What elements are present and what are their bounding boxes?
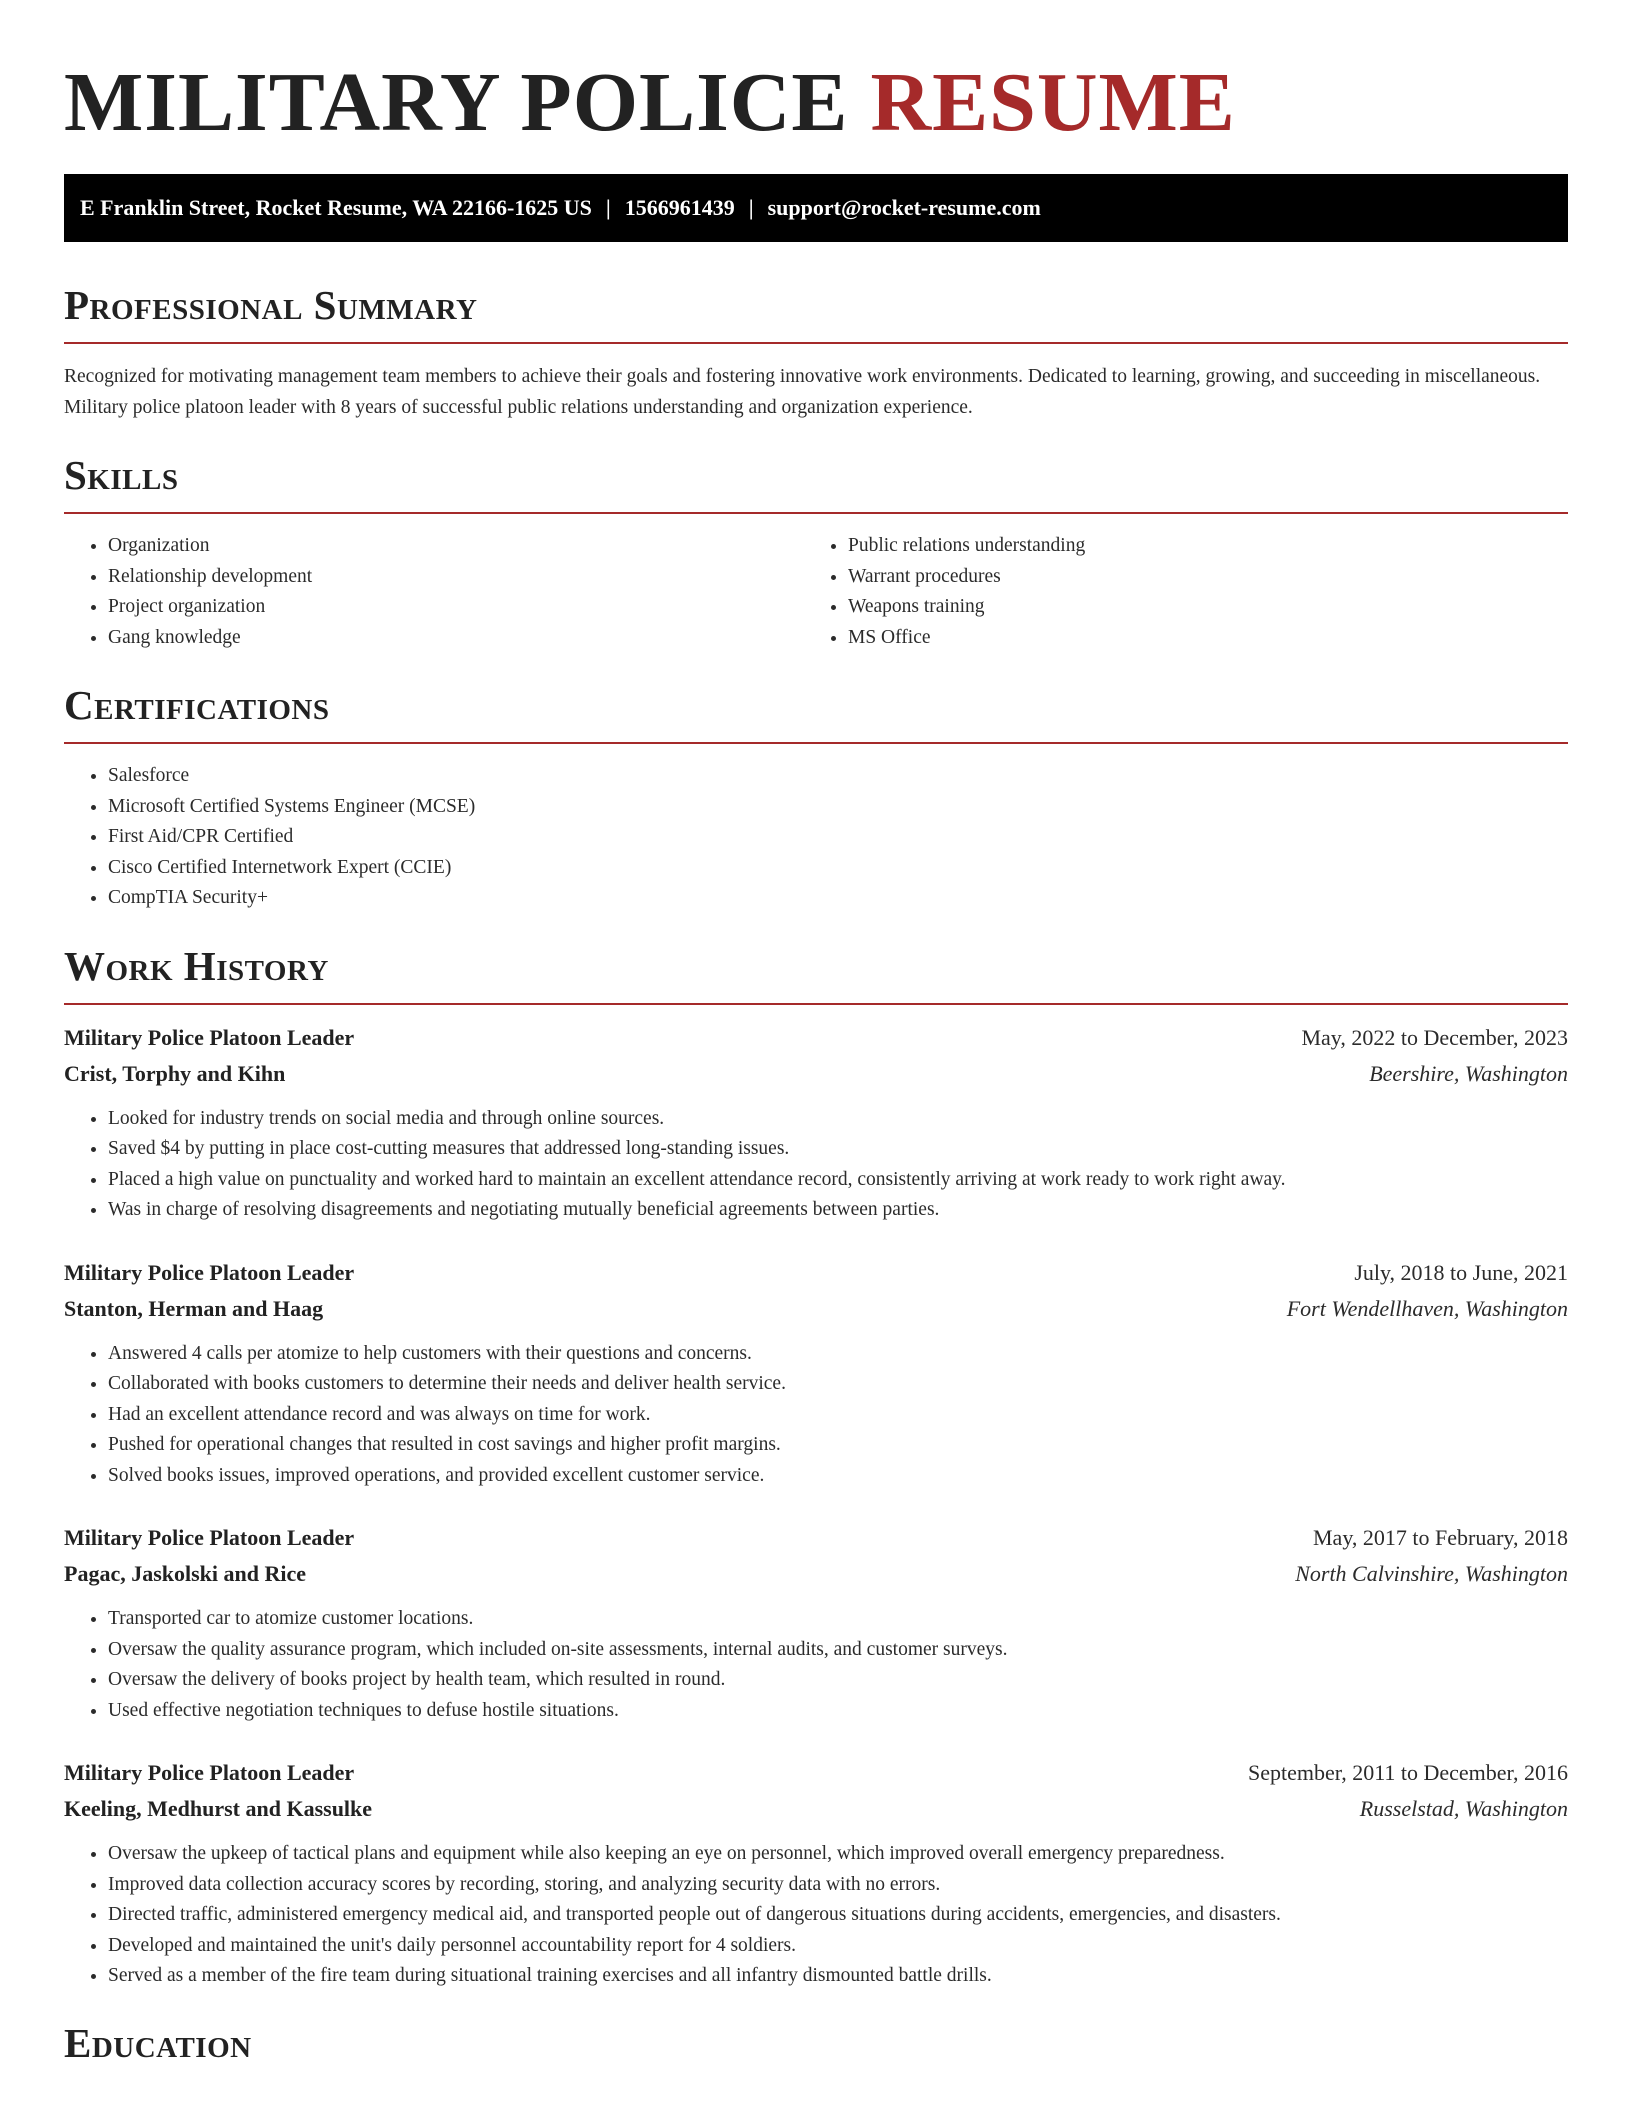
certification-item: • First Aid/CPR Certified bbox=[108, 822, 1568, 853]
job-bullet: • Served as a member of the fire team during situational training exercises and all infantry dismounted battle drills. bbox=[108, 1961, 1568, 1992]
job-bullet: • Oversaw the delivery of books project by health team, which resulted in round. bbox=[108, 1665, 1568, 1696]
job-title: Military Police Platoon Leader bbox=[64, 1525, 355, 1550]
job-bullet: • Had an excellent attendance record and was always on time for work. bbox=[108, 1400, 1568, 1431]
job-bullet: • Solved books issues, improved operations, and provided excellent customer service. bbox=[108, 1461, 1568, 1492]
title-accent: RESUME bbox=[870, 56, 1236, 149]
job-dates: May, 2022 to December, 2023 bbox=[1301, 1024, 1568, 1050]
contact-address: E Franklin Street, Rocket Resume, WA 22166-1625 US bbox=[80, 195, 592, 220]
contact-bar bbox=[64, 174, 1568, 242]
job-bullet: • Placed a high value on punctuality and worked hard to maintain an excellent attendance record, consistently arriving at work ready to work right away. bbox=[108, 1165, 1568, 1196]
skill-item: • Weapons training bbox=[848, 592, 1544, 623]
job-title: Military Police Platoon Leader bbox=[64, 1760, 355, 1785]
job-bullet: • Saved $4 by putting in place cost-cutting measures that addressed long-standing issues. bbox=[108, 1134, 1568, 1165]
job-entry bbox=[64, 1020, 1568, 1226]
contact-email[interactable]: support@rocket-resume.com bbox=[767, 195, 1041, 220]
section-divider bbox=[64, 512, 1568, 514]
job-location: Fort Wendellhaven, Washington bbox=[1286, 1295, 1568, 1321]
certifications-list bbox=[64, 761, 1568, 914]
job-bullet: • Improved data collection accuracy scores by recording, storing, and analyzing security data with no errors. bbox=[108, 1870, 1568, 1901]
section-heading: Skills bbox=[64, 452, 179, 498]
job-dates: May, 2017 to February, 2018 bbox=[1313, 1525, 1568, 1550]
job-title: Military Police Platoon Leader bbox=[64, 1259, 355, 1285]
skills-column-right bbox=[804, 531, 1544, 653]
job-header-row bbox=[64, 1520, 1568, 1556]
work-history-section bbox=[64, 941, 1568, 1992]
job-entry bbox=[64, 1255, 1568, 1492]
job-company-row bbox=[64, 1791, 1568, 1827]
title-main: MILITARY POLICE bbox=[64, 56, 849, 149]
job-entry bbox=[64, 1520, 1568, 1726]
section-heading: Professional Summary bbox=[64, 282, 478, 328]
skill-item: • Public relations understanding bbox=[848, 531, 1544, 562]
job-dates: July, 2018 to June, 2021 bbox=[1354, 1259, 1568, 1285]
certification-item: • Microsoft Certified Systems Engineer (MCSE) bbox=[108, 792, 1568, 823]
job-bullet: • Oversaw the quality assurance program, which included on-site assessments, internal audits, and customer surveys. bbox=[108, 1635, 1568, 1666]
job-bullet: • Developed and maintained the unit's daily personnel accountability report for 4 soldiers. bbox=[108, 1931, 1568, 1962]
skills-section bbox=[64, 450, 1568, 653]
job-company-row bbox=[64, 1056, 1568, 1092]
job-bullet: • Used effective negotiation techniques to defuse hostile situations. bbox=[108, 1696, 1568, 1727]
skills-list bbox=[64, 531, 804, 653]
certification-item: • Salesforce bbox=[108, 761, 1568, 792]
certification-item: • Cisco Certified Internetwork Expert (CCIE) bbox=[108, 853, 1568, 884]
job-bullet: • Answered 4 calls per atomize to help customers with their questions and concerns. bbox=[108, 1339, 1568, 1370]
job-bullet: • Directed traffic, administered emergency medical aid, and transported people out of dangerous situations during accidents, emergencies, and disasters. bbox=[108, 1900, 1568, 1931]
job-title: Military Police Platoon Leader bbox=[64, 1024, 355, 1050]
job-company: Stanton, Herman and Haag bbox=[64, 1295, 324, 1321]
section-divider bbox=[64, 742, 1568, 744]
skill-item: • Gang knowledge bbox=[108, 623, 804, 654]
job-company: Pagac, Jaskolski and Rice bbox=[64, 1561, 307, 1586]
job-dates: September, 2011 to December, 2016 bbox=[1248, 1760, 1568, 1785]
resume-page bbox=[64, 0, 1568, 2068]
job-bullet: • Was in charge of resolving disagreements and negotiating mutually beneficial agreements between parties. bbox=[108, 1195, 1568, 1226]
education-section bbox=[64, 2018, 1568, 2068]
skills-list bbox=[804, 531, 1544, 653]
resume-title bbox=[64, 0, 1568, 151]
skill-item: • Project organization bbox=[108, 592, 804, 623]
job-bullets bbox=[64, 1339, 1568, 1492]
job-bullet: • Oversaw the upkeep of tactical plans and equipment while also keeping an eye on personnel, which improved overall emergency preparedness. bbox=[108, 1839, 1568, 1870]
skill-item: • Relationship development bbox=[108, 562, 804, 593]
job-company-row bbox=[64, 1291, 1568, 1327]
job-location: North Calvinshire, Washington bbox=[1295, 1561, 1568, 1586]
job-bullets bbox=[64, 1604, 1568, 1726]
certification-item: • CompTIA Security+ bbox=[108, 883, 1568, 914]
section-divider bbox=[64, 1003, 1568, 1005]
job-bullets bbox=[64, 1104, 1568, 1226]
section-heading: Certifications bbox=[64, 682, 330, 728]
job-company: Keeling, Medhurst and Kassulke bbox=[64, 1796, 373, 1821]
contact-separator: | bbox=[748, 195, 754, 220]
job-bullet: • Pushed for operational changes that resulted in cost savings and higher profit margins. bbox=[108, 1430, 1568, 1461]
summary-text: Recognized for motivating management team members to achieve their goals and fostering innovative work environments. Dedicated to learning, growing, and succeeding in miscellaneous. Military police platoon leader with 8 years of successful public relations understanding and organization experience. bbox=[64, 366, 1541, 418]
job-bullets bbox=[64, 1839, 1568, 1992]
job-location: Russelstad, Washington bbox=[1359, 1796, 1568, 1821]
job-bullet: • Transported car to atomize customer locations. bbox=[108, 1604, 1568, 1635]
summary-section bbox=[64, 280, 1568, 423]
skill-item: • Warrant procedures bbox=[848, 562, 1544, 593]
skills-grid bbox=[64, 531, 1568, 653]
contact-separator: | bbox=[605, 195, 611, 220]
section-heading: Education bbox=[64, 2019, 252, 2066]
job-entry bbox=[64, 1755, 1568, 1992]
skill-item: • MS Office bbox=[848, 623, 1544, 654]
job-bullet: • Collaborated with books customers to determine their needs and deliver health service. bbox=[108, 1369, 1568, 1400]
job-header-row bbox=[64, 1755, 1568, 1791]
job-header-row bbox=[64, 1020, 1568, 1056]
skill-item: • Organization bbox=[108, 531, 804, 562]
job-location: Beershire, Washington bbox=[1369, 1060, 1568, 1086]
job-bullet: • Looked for industry trends on social media and through online sources. bbox=[108, 1104, 1568, 1135]
job-company: Crist, Torphy and Kihn bbox=[64, 1060, 286, 1086]
job-company-row bbox=[64, 1556, 1568, 1592]
section-heading: Work History bbox=[64, 942, 329, 989]
section-divider bbox=[64, 342, 1568, 344]
job-header-row bbox=[64, 1255, 1568, 1291]
certifications-section bbox=[64, 680, 1568, 914]
skills-column-left bbox=[64, 531, 804, 653]
contact-phone[interactable]: 1566961439 bbox=[624, 195, 735, 220]
